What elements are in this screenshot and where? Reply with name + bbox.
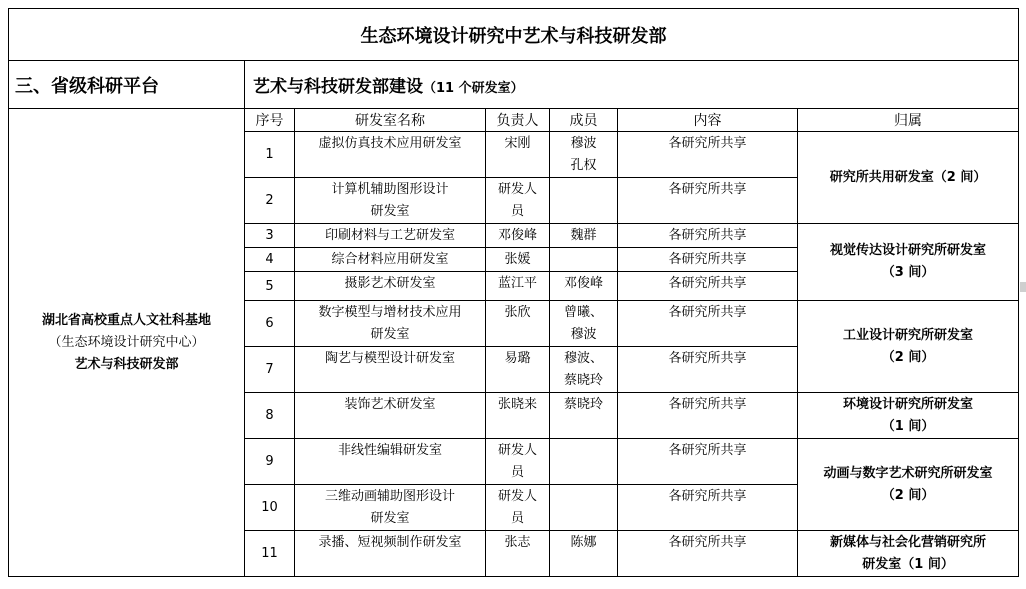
row-lead: 张晓来 <box>486 393 550 439</box>
row-members <box>550 439 618 485</box>
left-panel <box>9 109 245 577</box>
row-members: 陈娜 <box>550 531 618 577</box>
group-line2: 研发室（1 间） <box>862 556 954 572</box>
group-line1: 研究所共用研发室（2 间） <box>829 169 987 185</box>
row-content: 各研究所共享 <box>618 347 798 393</box>
row-lead: 邓俊峰 <box>486 224 550 248</box>
group-cell <box>798 439 1019 531</box>
left-panel-line1: 湖北省高校重点人文社科基地 <box>41 312 211 328</box>
row-no: 5 <box>245 272 295 301</box>
row-content: 各研究所共享 <box>618 393 798 439</box>
group-line1: 动画与数字艺术研究所研发室 <box>823 465 993 481</box>
row-no: 8 <box>245 393 295 439</box>
row-name: 非线性编辑研发室 <box>295 439 486 485</box>
row-content: 各研究所共享 <box>618 248 798 272</box>
subtitle-count: （11 个研发室） <box>423 81 524 96</box>
header-content: 内容 <box>618 109 798 132</box>
row-name: 数字模型与增材技术应用 研发室 <box>295 301 486 347</box>
header-name: 研发室名称 <box>295 109 486 132</box>
group-line2: （2 间） <box>881 349 935 365</box>
group-line1: 新媒体与社会化营销研究所 <box>830 534 987 550</box>
row-name: 印刷材料与工艺研发室 <box>295 224 486 248</box>
left-panel-line2: （生态环境设计研究中心） <box>48 334 205 350</box>
row-name: 陶艺与模型设计研发室 <box>295 347 486 393</box>
header-members: 成员 <box>550 109 618 132</box>
left-panel-line3: 艺术与科技研发部 <box>74 356 179 372</box>
row-name: 摄影艺术研发室 <box>295 272 486 301</box>
group-line1: 视觉传达设计研究所研发室 <box>830 243 987 258</box>
row-no: 2 <box>245 178 295 224</box>
document-page <box>8 8 1018 577</box>
row-content: 各研究所共享 <box>618 272 798 301</box>
row-content: 各研究所共享 <box>618 224 798 248</box>
group-line2: （3 间） <box>881 265 935 280</box>
row-lead: 张志 <box>486 531 550 577</box>
row-members <box>550 485 618 531</box>
header-lead: 负责人 <box>486 109 550 132</box>
row-content: 各研究所共享 <box>618 531 798 577</box>
row-lead: 研发人 员 <box>486 178 550 224</box>
group-cell <box>798 224 1019 301</box>
section-label: 三、省级科研平台 <box>9 61 245 109</box>
header-no: 序号 <box>245 109 295 132</box>
row-lead: 张欣 <box>486 301 550 347</box>
row-members: 蔡晓玲 <box>550 393 618 439</box>
row-lead: 研发人 员 <box>486 439 550 485</box>
row-lead: 研发人 员 <box>486 485 550 531</box>
row-no: 6 <box>245 301 295 347</box>
row-name: 三维动画辅助图形设计 研发室 <box>295 485 486 531</box>
section-subtitle <box>245 61 1019 109</box>
row-content: 各研究所共享 <box>618 301 798 347</box>
subtitle-main: 艺术与科技研发部建设 <box>253 77 423 97</box>
row-members <box>550 178 618 224</box>
row-no: 7 <box>245 347 295 393</box>
group-cell <box>798 132 1019 224</box>
row-lead: 宋刚 <box>486 132 550 178</box>
row-members: 穆波、 蔡晓玲 <box>550 347 618 393</box>
row-content: 各研究所共享 <box>618 132 798 178</box>
group-line1: 工业设计研究所研发室 <box>843 327 974 343</box>
row-members <box>550 248 618 272</box>
row-no: 10 <box>245 485 295 531</box>
row-members: 曾曦、 穆波 <box>550 301 618 347</box>
row-content: 各研究所共享 <box>618 485 798 531</box>
row-no: 9 <box>245 439 295 485</box>
row-members: 穆波 孔权 <box>550 132 618 178</box>
row-members: 魏群 <box>550 224 618 248</box>
row-no: 4 <box>245 248 295 272</box>
row-name: 录播、短视频制作研发室 <box>295 531 486 577</box>
document-title: 生态环境设计研究中艺术与科技研发部 <box>9 9 1019 61</box>
row-content: 各研究所共享 <box>618 439 798 485</box>
row-lead: 蓝江平 <box>486 272 550 301</box>
row-lead: 张媛 <box>486 248 550 272</box>
scrollbar-stub[interactable] <box>1020 282 1026 292</box>
row-no: 1 <box>245 132 295 178</box>
group-line2: （1 间） <box>881 418 935 434</box>
group-cell <box>798 301 1019 393</box>
lab-table <box>8 8 1019 577</box>
row-name: 综合材料应用研发室 <box>295 248 486 272</box>
group-line2: （2 间） <box>881 487 935 503</box>
row-content: 各研究所共享 <box>618 178 798 224</box>
row-lead: 易璐 <box>486 347 550 393</box>
group-line1: 环境设计研究所研发室 <box>843 396 974 412</box>
row-name: 装饰艺术研发室 <box>295 393 486 439</box>
row-name: 计算机辅助图形设计 研发室 <box>295 178 486 224</box>
group-cell <box>798 393 1019 439</box>
header-group: 归属 <box>798 109 1019 132</box>
row-no: 3 <box>245 224 295 248</box>
row-no: 11 <box>245 531 295 577</box>
row-name: 虚拟仿真技术应用研发室 <box>295 132 486 178</box>
row-members: 邓俊峰 <box>550 272 618 301</box>
group-cell <box>798 531 1019 577</box>
